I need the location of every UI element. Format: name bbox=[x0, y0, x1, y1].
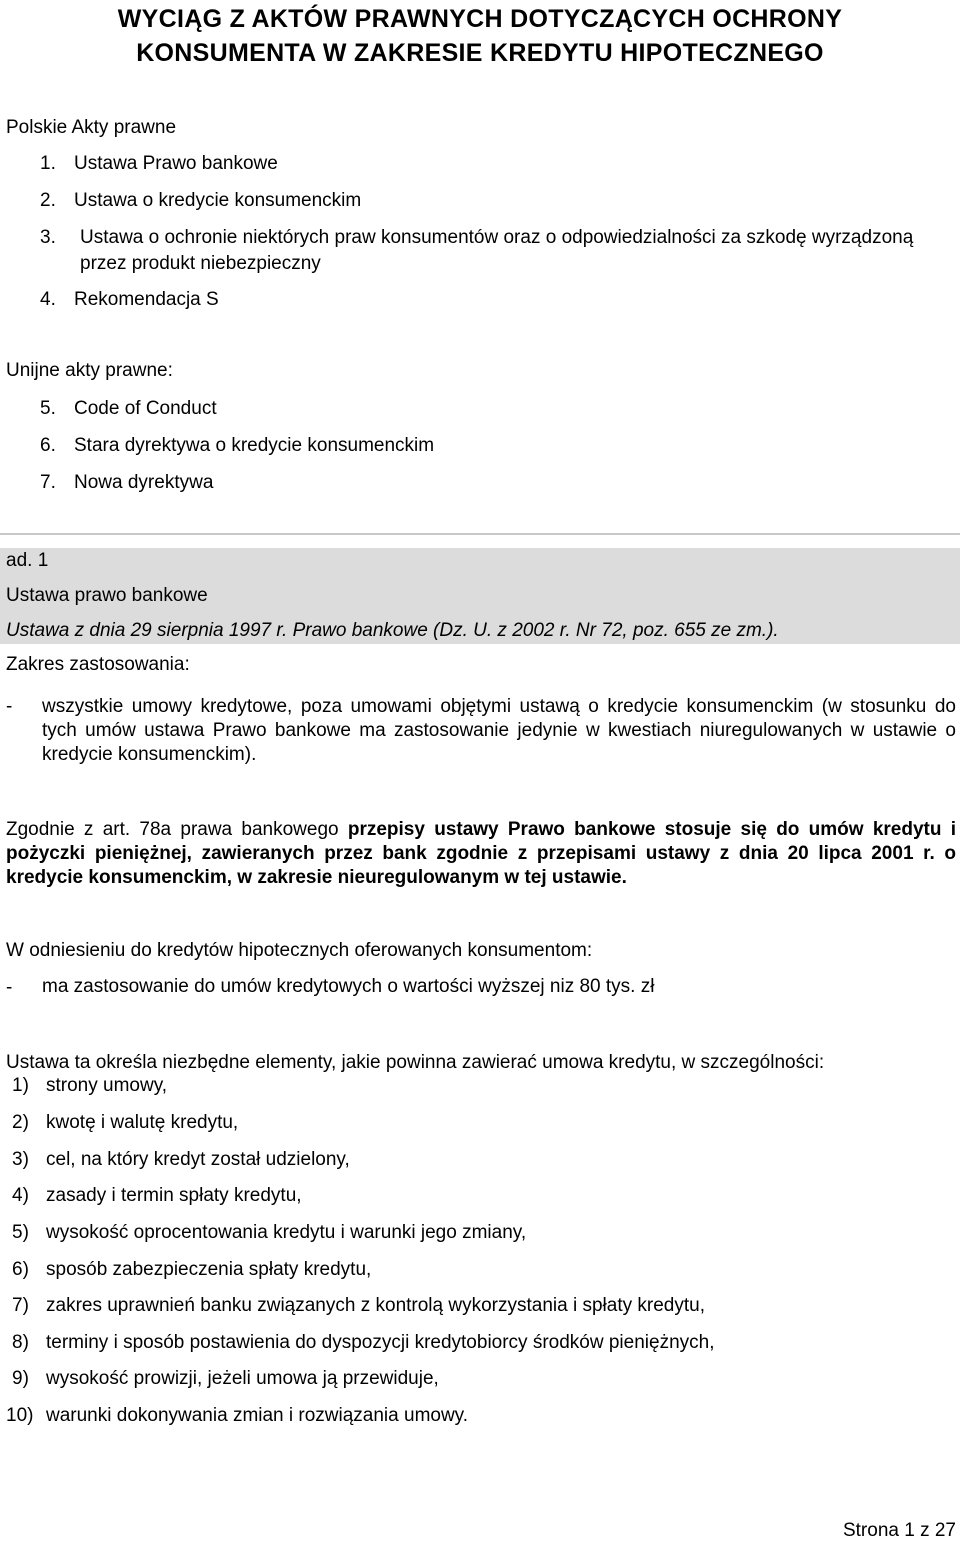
section-ad-label: ad. 1 bbox=[6, 550, 49, 571]
scope-text: wszystkie umowy kredytowe, poza umowami objętymi ustawą o kredycie konsumenckim (w stosunku do tych umów ustawa Prawo bankowe ma zastosowanie jedynie w kwestiach niuregulowanych w ustawie o kredycie konsumenckim). bbox=[42, 696, 956, 765]
bullet-dash: - bbox=[6, 696, 13, 717]
list-item: 1) strony umowy, bbox=[12, 1075, 168, 1096]
section-divider bbox=[0, 533, 960, 535]
polish-acts-heading: Polskie Akty prawne bbox=[6, 117, 177, 138]
list-item: 2. Ustawa o kredycie konsumenckim bbox=[40, 190, 362, 211]
elements-intro: Ustawa ta określa niezbędne elementy, jakie powinna zawierać umowa kredytu, w szczególności: bbox=[6, 1052, 825, 1073]
section-citation: Ustawa z dnia 29 sierpnia 1997 r. Prawo bankowe (Dz. U. z 2002 r. Nr 72, poz. 655 ze zm.). bbox=[6, 620, 779, 641]
list-item: 7) zakres uprawnień banku związanych z kontrolą wykorzystania i spłaty kredytu, bbox=[12, 1295, 705, 1316]
mortgage-text: ma zastosowanie do umów kredytowych o wartości wyższej niz 80 tys. zł bbox=[42, 976, 655, 997]
list-item: 6. Stara dyrektywa o kredycie konsumenckim bbox=[40, 435, 435, 456]
list-item: 8) terminy i sposób postawienia do dyspozycji kredytobiorcy środków pieniężnych, bbox=[12, 1332, 715, 1353]
eu-acts-heading: Unijne akty prawne: bbox=[6, 360, 173, 381]
list-item: 4. Rekomendacja S bbox=[40, 289, 219, 310]
article-paragraph: Zgodnie z art. 78a prawa bankowego przepisy ustawy Prawo bankowe stosuje się do umów kredytu i pożyczki pieniężnej, zawieranych przez bank zgodnie z przepisami ustawy z dnia 20 lipca 2001 r. o kredycie konsumenckim, w zakresie nieuregulowanym w tej ustawie. bbox=[6, 819, 957, 888]
list-item: 9) wysokość prowizji, jeżeli umowa ją przewiduje, bbox=[12, 1368, 439, 1389]
title-line-2: KONSUMENTA W ZAKRESIE KREDYTU HIPOTECZNEGO bbox=[136, 39, 824, 67]
list-item: 4) zasady i termin spłaty kredytu, bbox=[12, 1185, 302, 1206]
list-item: 3) cel, na który kredyt został udzielony, bbox=[12, 1149, 350, 1170]
mortgage-intro: W odniesieniu do kredytów hipotecznych oferowanych konsumentom: bbox=[6, 940, 593, 961]
section-heading: Ustawa prawo bankowe bbox=[6, 585, 208, 606]
list-item: 2) kwotę i walutę kredytu, bbox=[12, 1112, 239, 1133]
list-item: 7. Nowa dyrektywa bbox=[40, 472, 214, 493]
scope-label: Zakres zastosowania: bbox=[6, 654, 190, 675]
document-title bbox=[0, 2, 960, 70]
list-item: 6) sposób zabezpieczenia spłaty kredytu, bbox=[12, 1259, 372, 1280]
list-item: 5. Code of Conduct bbox=[40, 398, 217, 419]
list-item: 10) warunki dokonywania zmian i rozwiązania umowy. bbox=[6, 1405, 469, 1426]
page-number: Strona 1 z 27 bbox=[842, 1520, 956, 1541]
list-item: 1. Ustawa Prawo bankowe bbox=[40, 153, 278, 174]
list-item: 5) wysokość oprocentowania kredytu i warunki jego zmiany, bbox=[12, 1222, 527, 1243]
bullet-dash: - bbox=[6, 977, 13, 998]
list-item: 3. Ustawa o ochronie niektórych praw konsumentów oraz o odpowiedzialności za szkodę wyrządzoną przez produkt niebezpieczny bbox=[40, 227, 914, 274]
title-line-1: WYCIĄG Z AKTÓW PRAWNYCH DOTYCZĄCYCH OCHRONY bbox=[117, 5, 843, 33]
